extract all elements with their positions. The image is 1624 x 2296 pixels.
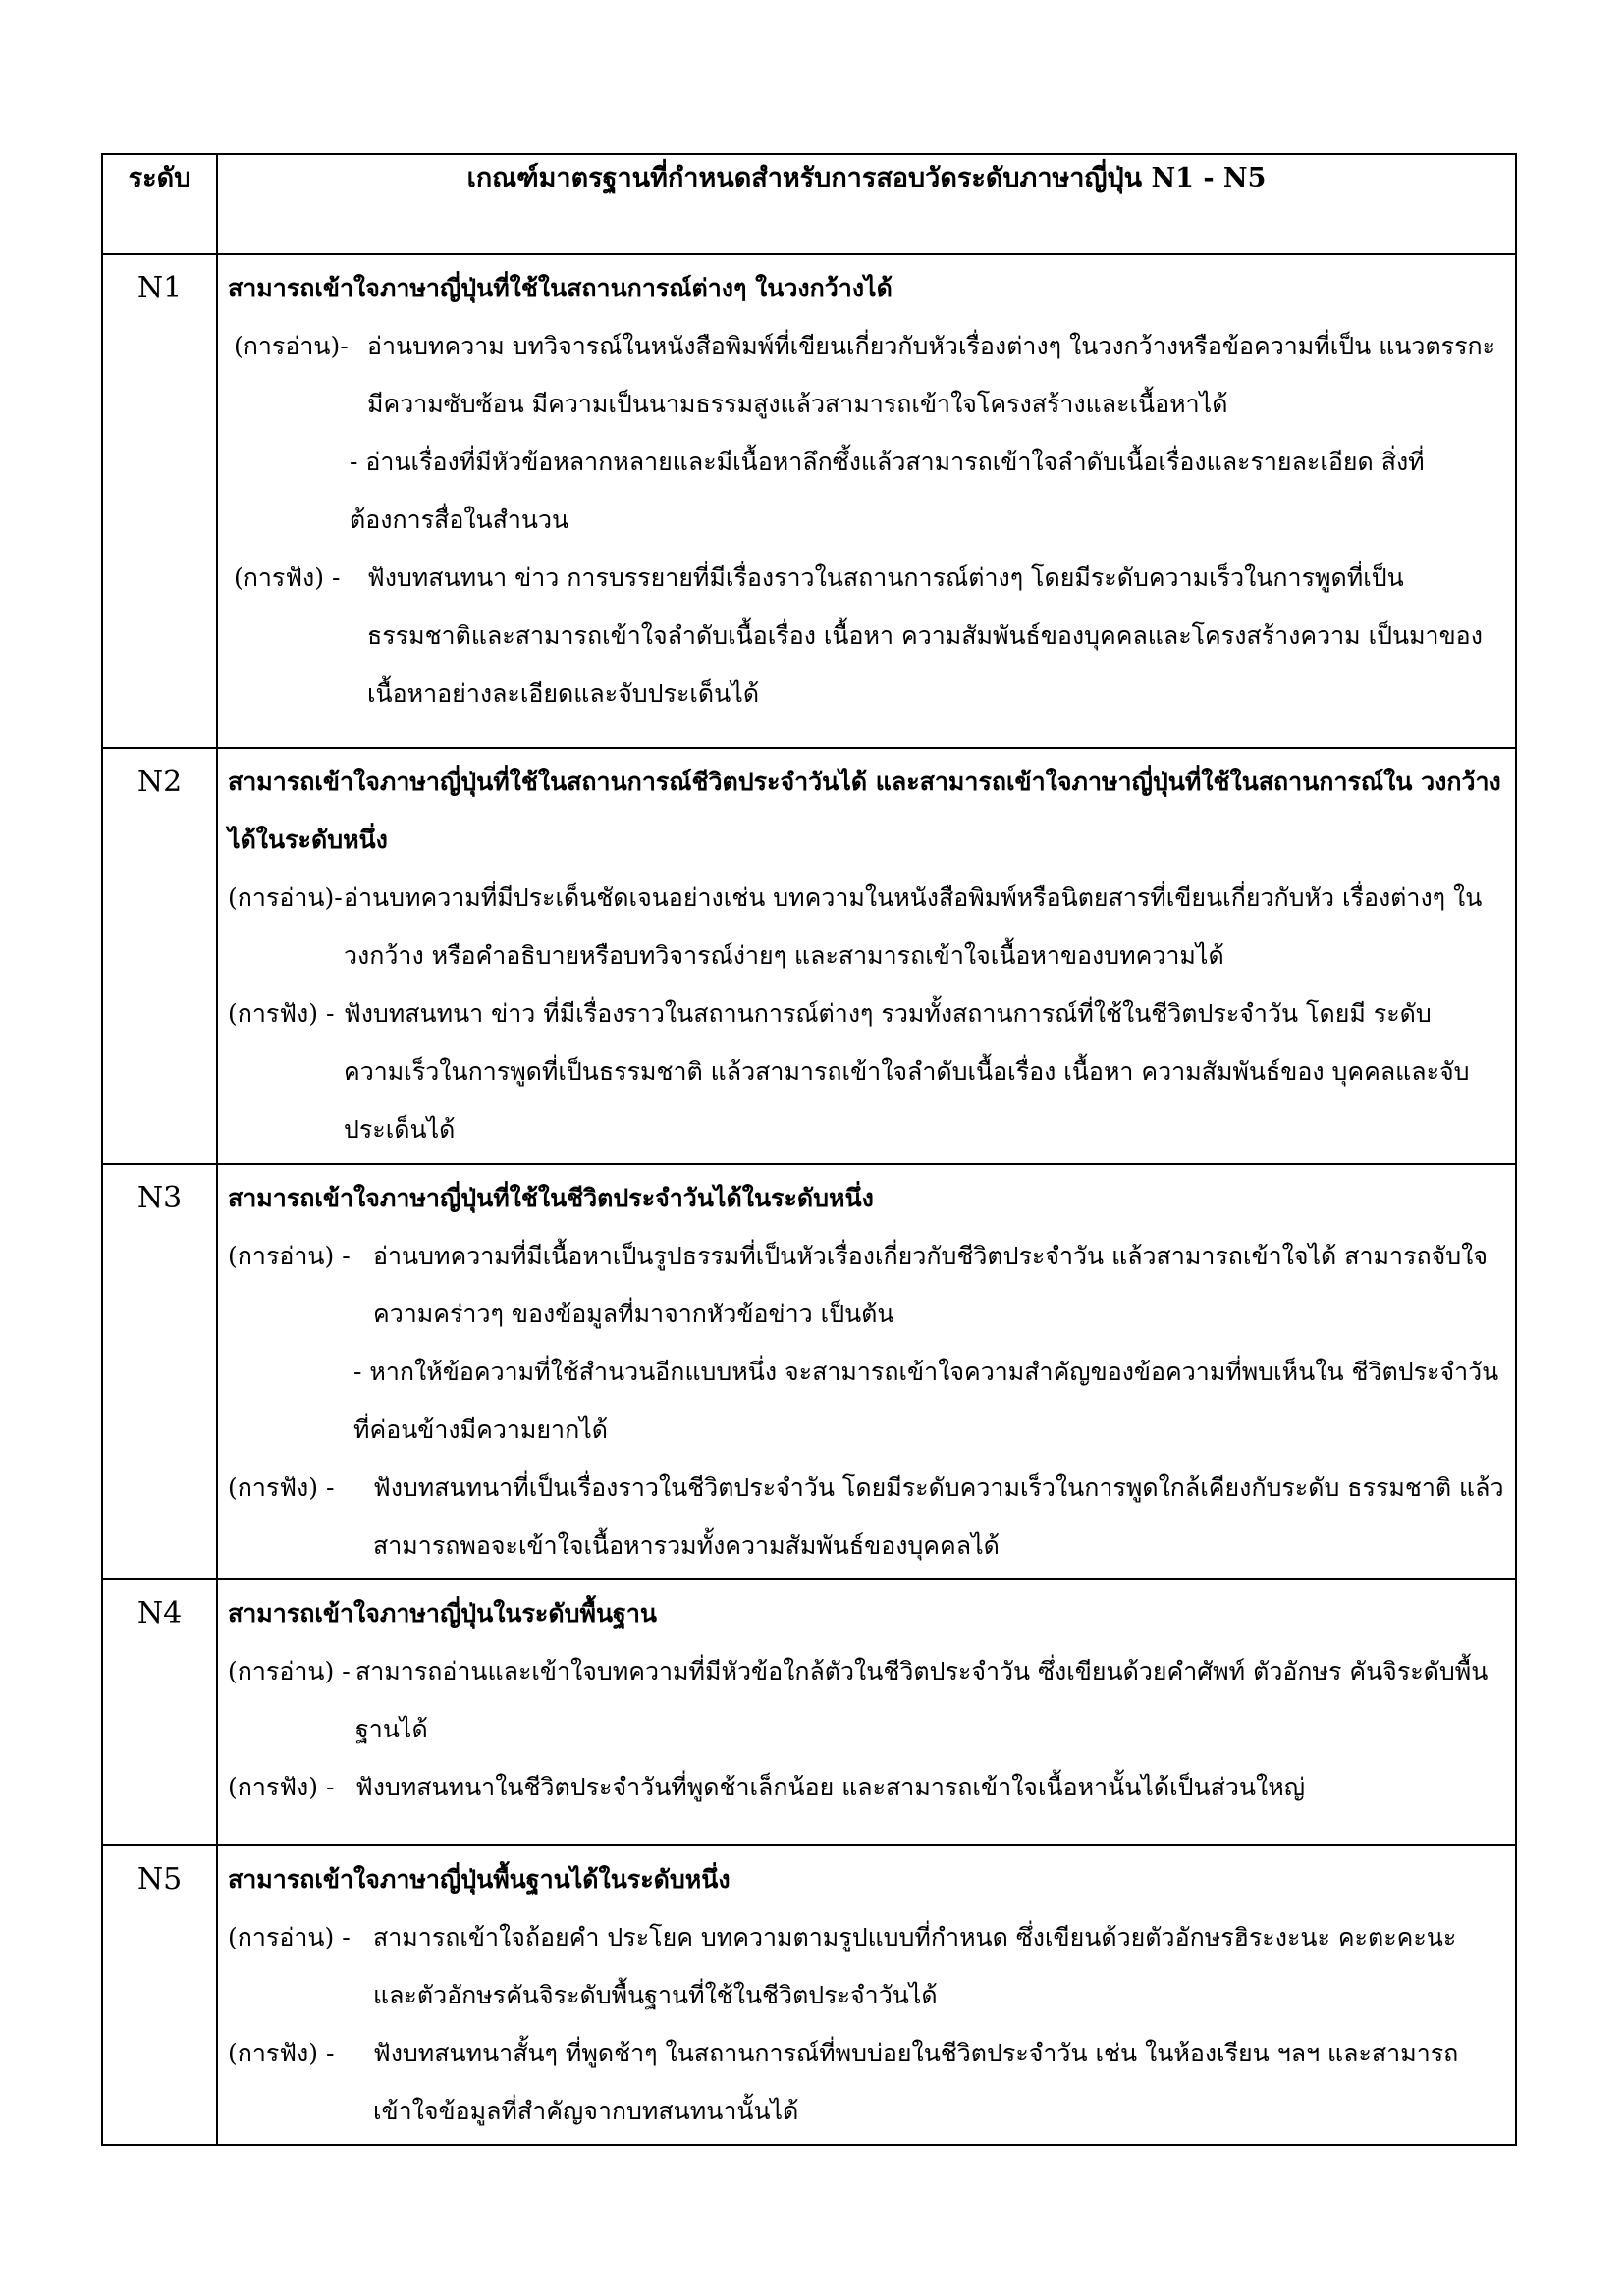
level-cell: N2 xyxy=(102,748,217,1164)
description-cell xyxy=(217,1164,1516,1579)
description-cell xyxy=(217,1579,1516,1845)
reading-label: (การอ่าน) - xyxy=(228,1657,351,1685)
reading-line xyxy=(228,1908,1505,2024)
listening-label: (การฟัง) - xyxy=(228,999,335,1028)
description-cell xyxy=(217,1845,1516,2145)
jlpt-criteria-table xyxy=(101,153,1517,2146)
reading-label: (การอ่าน)- xyxy=(228,883,343,912)
reading-text: สามารถอ่านและเข้าใจบทความที่มีหัวข้อใกล้ตัวในชีวิตประจำวัน ซึ่งเขียนด้วยคำศัพท์ ตัวอักษร คันจิระดับพื้นฐานได้ xyxy=(355,1657,1489,1743)
reading-line xyxy=(228,869,1505,985)
reading-label: (การอ่าน) - xyxy=(228,1923,351,1951)
reading-line xyxy=(228,1227,1505,1343)
table-header-row xyxy=(102,154,1516,254)
table-row xyxy=(102,254,1516,748)
listening-line xyxy=(228,2024,1505,2140)
reading-label: (การอ่าน) - xyxy=(228,1242,351,1270)
listening-text: ฟังบทสนทนาที่เป็นเรื่องราวในชีวิตประจำวัน โดยมีระดับความเร็วในการพูดใกล้เคียงกับระดับ ธรรมชาติ แล้วสามารถพอจะเข้าใจเนื้อหารวมทั้งความสัมพันธ์ของบุคคลได้ xyxy=(373,1473,1504,1560)
listening-text: ฟังบทสนทนาสั้นๆ ที่พูดช้าๆ ในสถานการณ์ที่พบบ่อยในชีวิตประจำวัน เช่น ในห้องเรียน ฯลฯ และสามารถเข้าใจข้อมูลที่สำคัญจากบทสนทนานั้นได้ xyxy=(373,2039,1459,2125)
listening-label: (การฟัง) - xyxy=(234,563,341,592)
listening-text: ฟังบทสนทนา ข่าว การบรรยายที่มีเรื่องราวในสถานการณ์ต่างๆ โดยมีระดับความเร็วในการพูดที่เป็น ธรรมชาติและสามารถเข้าใจลำดับเนื้อเรื่อง เนื้อหา ความสัมพันธ์ของบุคคลและโครงสร้างความ เป็นมาของเนื้อหาอย่างละเอียดและจับประเด็นได้ xyxy=(367,563,1483,708)
listening-text: ฟังบทสนทนาในชีวิตประจำวันที่พูดช้าเล็กน้อย และสามารถเข้าใจเนื้อหานั้นได้เป็นส่วนใหญ่ xyxy=(355,1773,1305,1801)
description-cell xyxy=(217,748,1516,1164)
listening-line xyxy=(228,1459,1505,1575)
level-summary: สามารถเข้าใจภาษาญี่ปุ่นที่ใช้ในชีวิตประจำวันได้ในระดับหนึ่ง xyxy=(228,1184,874,1212)
reading-subpoint-text: - หากให้ข้อความที่ใช้สำนวนอีกแบบหนึ่ง จะสามารถเข้าใจความสำคัญของข้อความที่พบเห็นใน ชีวิตประจำวันที่ค่อนข้างมีความยากได้ xyxy=(353,1358,1499,1444)
reading-text: สามารถเข้าใจถ้อยคำ ประโยค บทความตามรูปแบบที่กำหนด ซึ่งเขียนด้วยตัวอักษรฮิระงะนะ คะตะคะนะ และตัวอักษรคันจิระดับพื้นฐานที่ใช้ในชีวิตประจำวันได้ xyxy=(373,1923,1457,2009)
listening-label: (การฟัง) - xyxy=(228,2039,335,2067)
level-summary: สามารถเข้าใจภาษาญี่ปุ่นในระดับพื้นฐาน xyxy=(228,1599,657,1628)
reading-subpoint xyxy=(228,1343,1505,1459)
header-level: ระดับ xyxy=(102,154,217,254)
reading-label: (การอ่าน)- xyxy=(234,332,349,360)
listening-line xyxy=(228,985,1505,1158)
listening-label: (การฟัง) - xyxy=(228,1473,335,1502)
reading-subpoint xyxy=(228,433,1505,549)
level-cell: N1 xyxy=(102,254,217,748)
table-row xyxy=(102,1164,1516,1579)
listening-line xyxy=(228,1758,1505,1816)
table-row xyxy=(102,1579,1516,1845)
listening-line xyxy=(228,549,1505,722)
reading-line xyxy=(228,317,1505,433)
reading-subpoint-text: - อ่านเรื่องที่มีหัวข้อหลากหลายและมีเนื้อหาลึกซึ้งแล้วสามารถเข้าใจลำดับเนื้อเรื่องและรายละเอียด สิ่งที่ต้องการสื่อในสำนวน xyxy=(350,448,1425,534)
reading-text: อ่านบทความที่มีเนื้อหาเป็นรูปธรรมที่เป็นหัวเรื่องเกี่ยวกับชีวิตประจำวัน แล้วสามารถเข้าใจได้ สามารถจับใจความคร่าวๆ ของข้อมูลที่มาจากหัวข้อข่าว เป็นต้น xyxy=(373,1242,1488,1328)
listening-label: (การฟัง) - xyxy=(228,1773,335,1801)
header-description: เกณฑ์มาตรฐานที่กำหนดสำหรับการสอบวัดระดับภาษาญี่ปุ่น N1 - N5 xyxy=(217,154,1516,254)
level-cell: N5 xyxy=(102,1845,217,2145)
reading-text: อ่านบทความ บทวิจารณ์ในหนังสือพิมพ์ที่เขียนเกี่ยวกับหัวเรื่องต่างๆ ในวงกว้างหรือข้อความที่เป็น แนวตรรกะ มีความซับซ้อน มีความเป็นนามธรรมสูงแล้วสามารถเข้าใจโครงสร้างและเนื้อหาได้ xyxy=(367,332,1496,418)
level-cell: N3 xyxy=(102,1164,217,1579)
level-summary: สามารถเข้าใจภาษาญี่ปุ่นที่ใช้ในสถานการณ์ต่างๆ ในวงกว้างได้ xyxy=(228,274,893,302)
document-page xyxy=(101,153,1515,2146)
level-summary: สามารถเข้าใจภาษาญี่ปุ่นพื้นฐานได้ในระดับหนึ่ง xyxy=(228,1865,731,1894)
level-summary: สามารถเข้าใจภาษาญี่ปุ่นที่ใช้ในสถานการณ์ชีวิตประจำวันได้ และสามารถเข้าใจภาษาญี่ปุ่นที่ใช้ในสถานการณ์ใน วงกว้างได้ในระดับหนึ่ง xyxy=(228,768,1501,854)
table-row xyxy=(102,748,1516,1164)
description-cell xyxy=(217,254,1516,748)
table-row xyxy=(102,1845,1516,2145)
reading-text: อ่านบทความที่มีประเด็นชัดเจนอย่างเช่น บทความในหนังสือพิมพ์หรือนิตยสารที่เขียนเกี่ยวกับหัว เรื่องต่างๆ ในวงกว้าง หรือคำอธิบายหรือบทวิจารณ์ง่ายๆ และสามารถเข้าใจเนื้อหาของบทความได้ xyxy=(344,883,1483,970)
reading-line xyxy=(228,1642,1505,1758)
level-cell: N4 xyxy=(102,1579,217,1845)
listening-text: ฟังบทสนทนา ข่าว ที่มีเรื่องราวในสถานการณ์ต่างๆ รวมทั้งสถานการณ์ที่ใช้ในชีวิตประจำวัน โดยมี ระดับความเร็วในการพูดที่เป็นธรรมชาติ แล้วสามารถเข้าใจลำดับเนื้อเรื่อง เนื้อหา ความสัมพันธ์ของ บุคคลและจับประเด็นได้ xyxy=(344,999,1470,1144)
